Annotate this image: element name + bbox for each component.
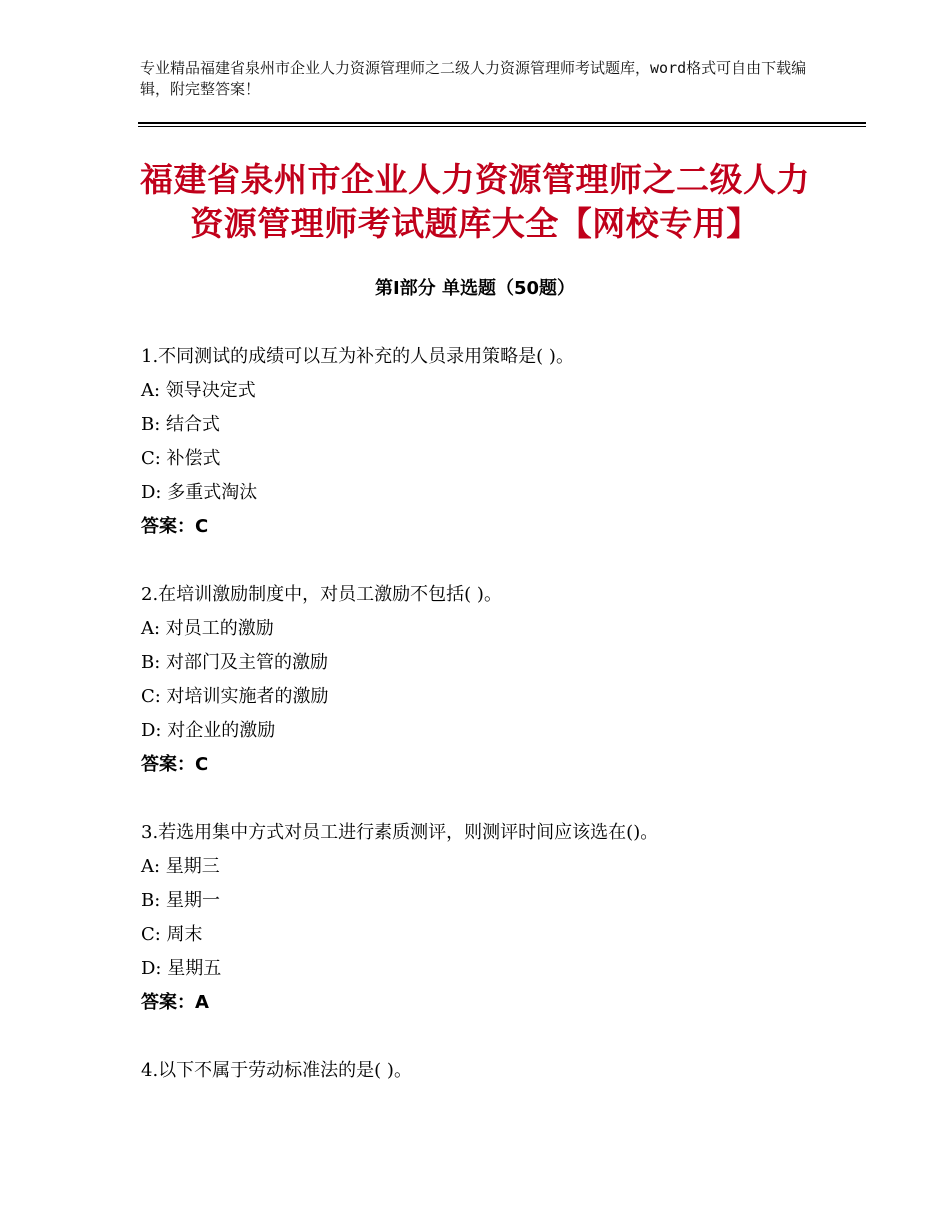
document-title: 福建省泉州市企业人力资源管理师之二级人力资源管理师考试题库大全【网校专用】 <box>140 160 810 243</box>
header-rule-thin <box>138 126 866 127</box>
option-a: A: 星期三 <box>141 856 220 877</box>
question-3 <box>141 816 841 1020</box>
header-note: 专业精品福建省泉州市企业人力资源管理师之二级人力资源管理师考试题库，word格式可自由下载编辑，附完整答案！ <box>140 59 807 98</box>
option-b: B: 结合式 <box>141 414 221 435</box>
option-c: C: 补偿式 <box>141 448 221 469</box>
question-stem: 4.以下不属于劳动标准法的是( )。 <box>141 1060 412 1081</box>
option-c: C: 周末 <box>141 924 203 945</box>
option-b: B: 对部门及主管的激励 <box>141 652 329 673</box>
question-2 <box>141 578 841 782</box>
question-stem: 1.不同测试的成绩可以互为补充的人员录用策略是( )。 <box>141 346 574 367</box>
option-b: B: 星期一 <box>141 890 221 911</box>
answer: 答案：C <box>141 516 209 537</box>
header-rule-thick <box>138 122 866 124</box>
answer: 答案：A <box>141 992 209 1013</box>
question-list <box>141 340 841 1122</box>
option-a: A: 对员工的激励 <box>141 618 274 639</box>
question-stem: 2.在培训激励制度中，对员工激励不包括( )。 <box>141 584 502 605</box>
option-d: D: 多重式淘汰 <box>141 482 258 503</box>
question-stem: 3.若选用集中方式对员工进行素质测评，则测评时间应该选在()。 <box>141 822 659 843</box>
question-4 <box>141 1054 841 1088</box>
option-a: A: 领导决定式 <box>141 380 256 401</box>
question-1 <box>141 340 841 544</box>
answer: 答案：C <box>141 754 209 775</box>
section-title: 第Ⅰ部分 单选题（50题） <box>374 278 575 299</box>
option-d: D: 星期五 <box>141 958 222 979</box>
option-c: C: 对培训实施者的激励 <box>141 686 329 707</box>
option-d: D: 对企业的激励 <box>141 720 276 741</box>
